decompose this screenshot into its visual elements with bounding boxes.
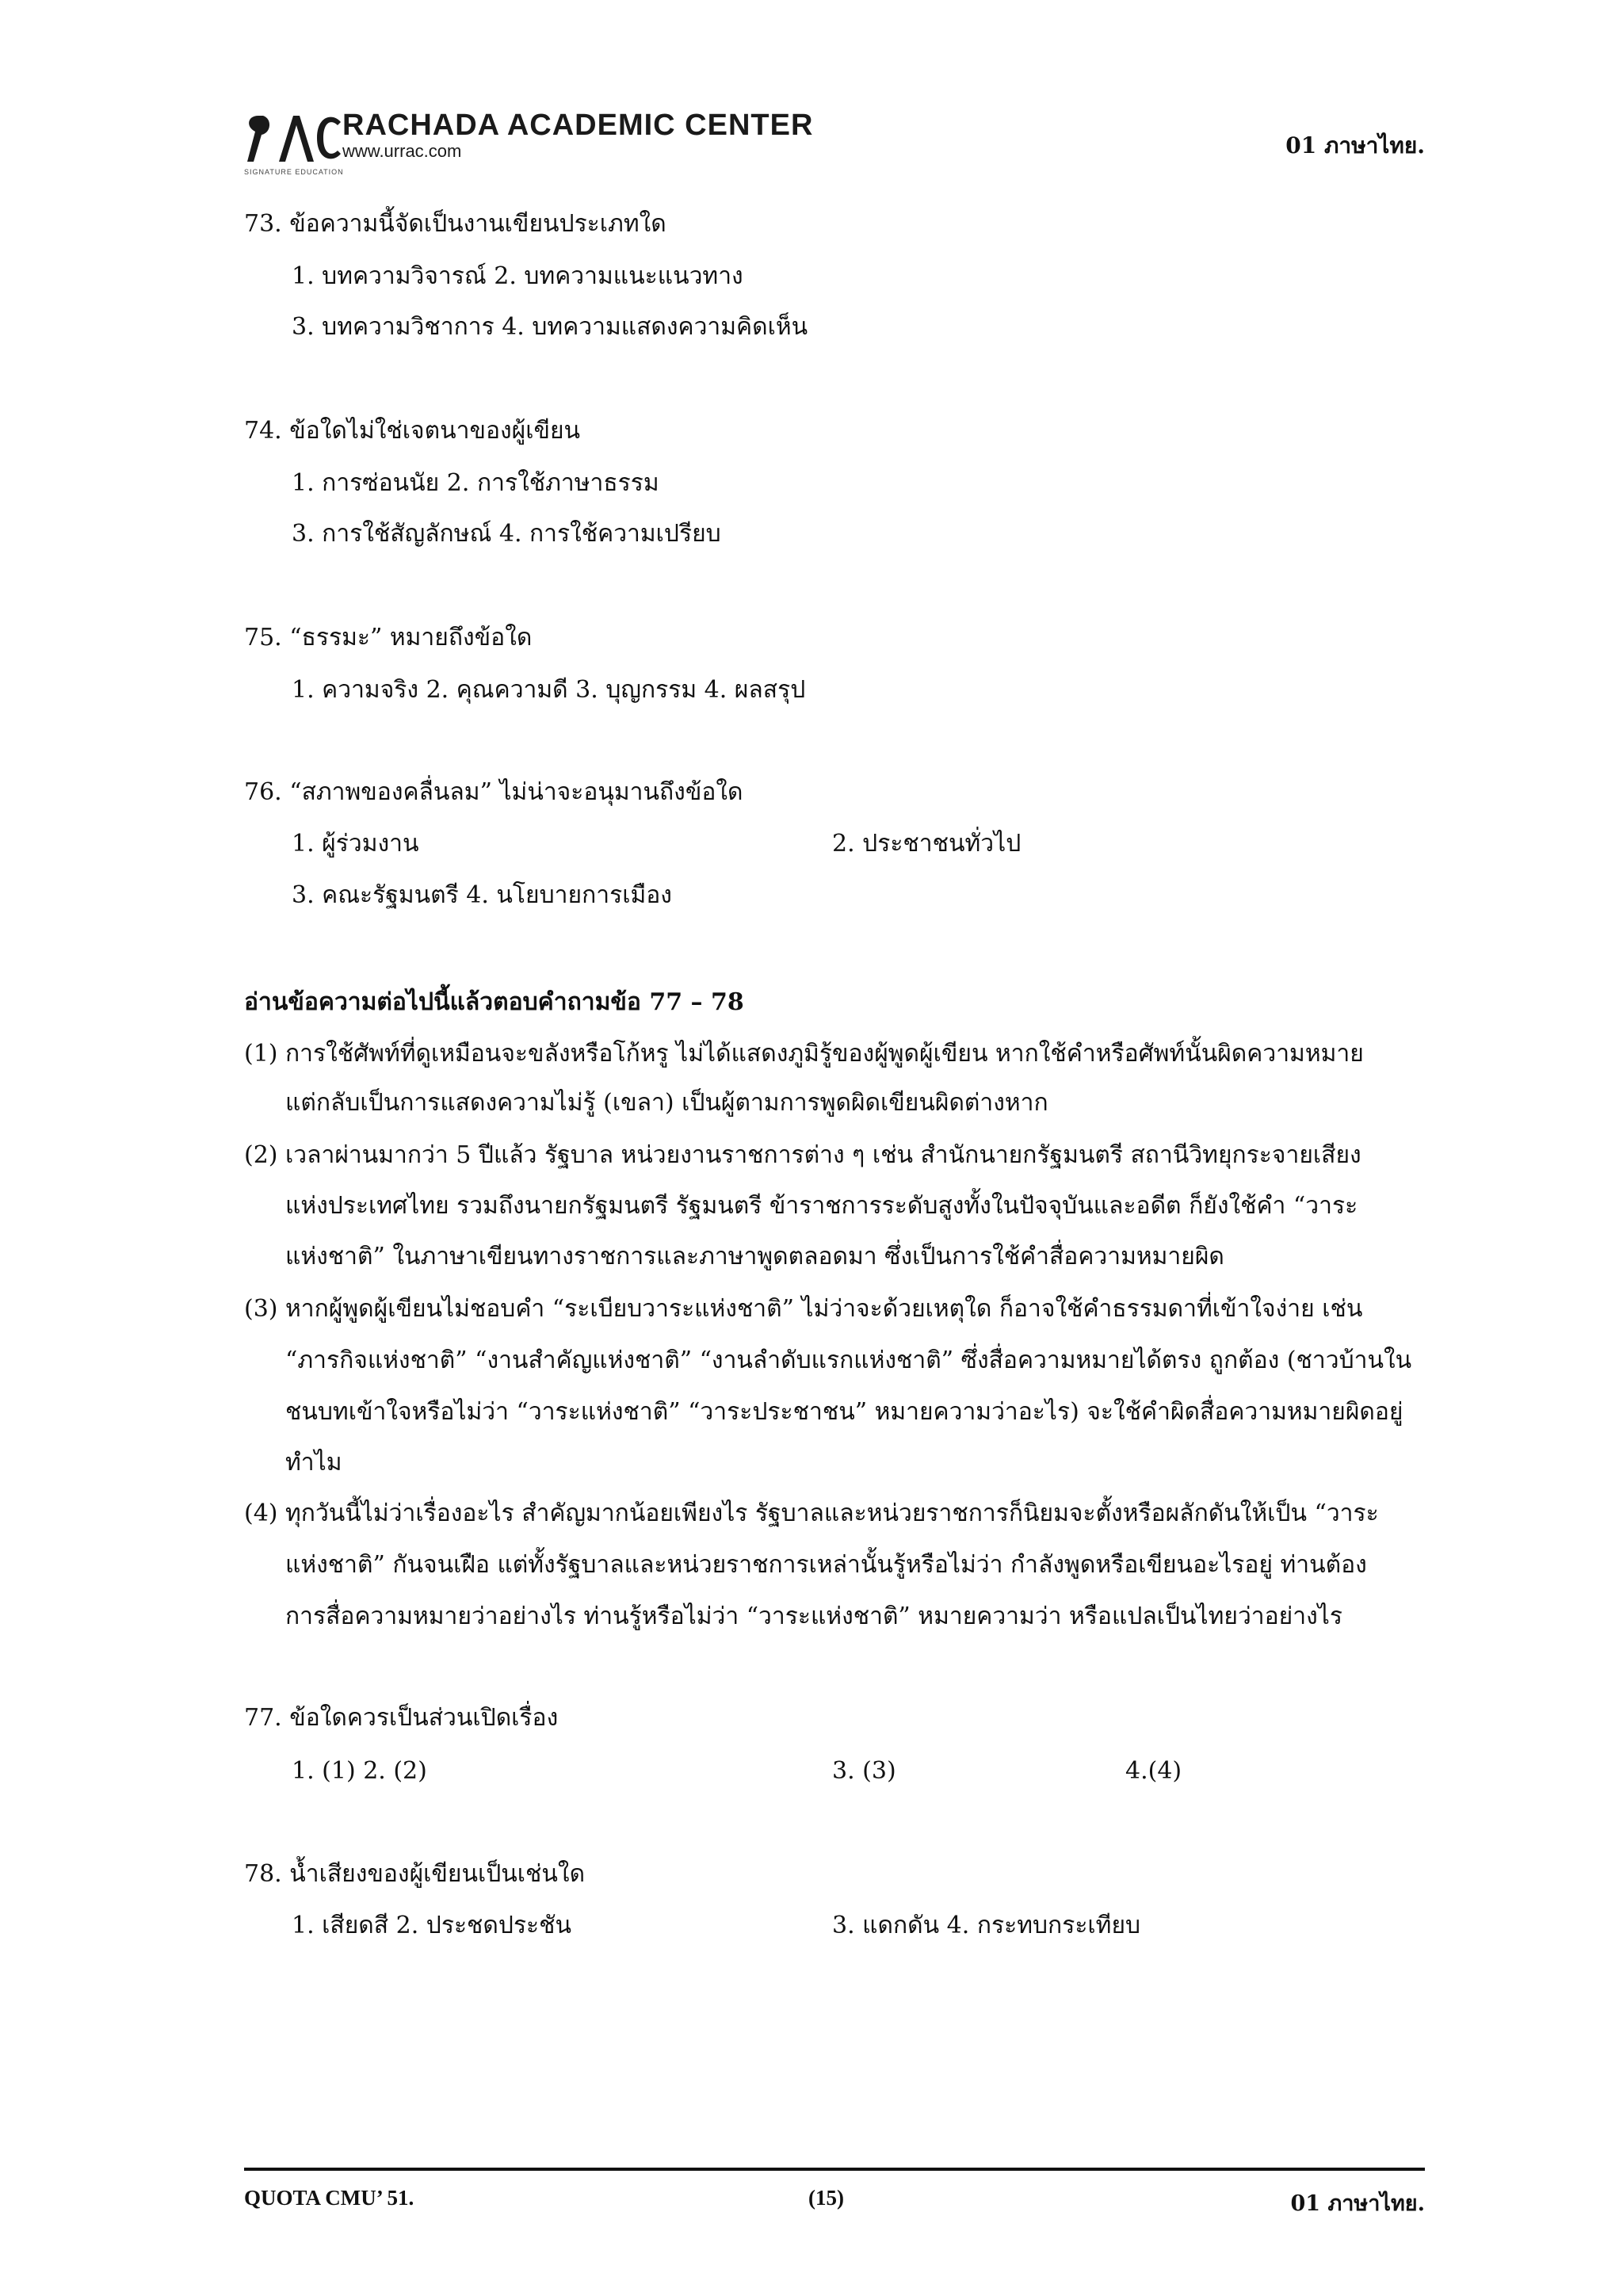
question-73-options-line1: 1. บทความวิจารณ์ 2. บทความแนะแนวทาง — [292, 262, 743, 290]
question-73-stem: 73. ข้อความนี้จัดเป็นงานเขียนประเภทใด — [244, 210, 666, 238]
question-77-options-1-2: 1. (1) 2. (2) — [292, 1757, 427, 1785]
passage-instruction: อ่านข้อความต่อไปนี้แล้วตอบคำถามข้อ 77 – 78 — [244, 988, 744, 1016]
paragraph-line: หากผู้พูดผู้เขียนไม่ชอบคำ “ระเบียบวาระแห่งชาติ” ไม่ว่าจะด้วยเหตุใด ก็อาจใช้คำธรรมดาที่เข้าใจง่าย เช่น — [285, 1295, 1363, 1323]
paragraph-number: (2) — [244, 1141, 278, 1169]
footer-page-number: (15) — [808, 2186, 844, 2210]
question-74-options-line1: 1. การซ่อนนัย 2. การใช้ภาษาธรรม — [292, 469, 659, 497]
question-76-stem: 76. “สภาพของคลื่นลม” ไม่น่าจะอนุมานถึงข้อใด — [244, 778, 743, 806]
question-75-options-line1: 1. ความจริง 2. คุณความดี 3. บุญกรรม 4. ผลสรุป — [292, 676, 806, 704]
paragraph-line: แห่งชาติ” กันจนเฝือ แต่ทั้งรัฐบาลและหน่วยราชการเหล่านั้นรู้หรือไม่ว่า กำลังพูดหรือเขียนอะไรอยู่ ท่านต้อง — [285, 1551, 1367, 1579]
question-76-option-1: 1. ผู้ร่วมงาน — [292, 830, 419, 858]
paragraph-line: ทุกวันนี้ไม่ว่าเรื่องอะไร สำคัญมากน้อยเพียงไร รัฐบาลและหน่วยราชการก็นิยมจะตั้งหรือผลักดันให้เป็น “วาระ — [285, 1499, 1379, 1527]
footer-exam-name: QUOTA CMU’ 51. — [244, 2186, 414, 2210]
question-77-stem: 77. ข้อใดควรเป็นส่วนเปิดเรื่อง — [244, 1704, 559, 1732]
question-76-options-line2: 3. คณะรัฐมนตรี 4. นโยบายการเมือง — [292, 881, 672, 909]
paragraph-line: แห่งประเทศไทย รวมถึงนายกรัฐมนตรี รัฐมนตรี ข้าราชการระดับสูงทั้งในปัจจุบันและอดีต ก็ยังใช้คำ “วาระ — [285, 1192, 1358, 1220]
question-73-options-line2: 3. บทความวิชาการ 4. บทความแสดงความคิดเห็น — [292, 313, 808, 341]
paragraph-line: ทำไม — [285, 1449, 342, 1477]
question-75-stem: 75. “ธรรมะ” หมายถึงข้อใด — [244, 624, 533, 651]
logo-url[interactable]: www.urrac.com — [342, 141, 462, 161]
paragraph-line: “ภารกิจแห่งชาติ” “งานสำคัญแห่งชาติ” “งานลำดับแรกแห่งชาติ” ซึ่งสื่อความหมายได้ตรง ถูกต้อง (ชาวบ้านใน — [285, 1347, 1412, 1374]
question-76-option-2: 2. ประชาชนทั่วไป — [832, 830, 1022, 858]
question-78-stem: 78. น้ำเสียงของผู้เขียนเป็นเช่นใด — [244, 1860, 586, 1888]
logo-tagline: SIGNATURE EDUCATION — [244, 168, 344, 176]
footer-divider — [244, 2168, 1425, 2171]
footer-subject: 01 ภาษาไทย. — [1290, 2191, 1425, 2216]
question-74-stem: 74. ข้อใดไม่ใช่เจตนาของผู้เขียน — [244, 417, 581, 445]
question-78-options-3-4: 3. แดกดัน 4. กระทบกระเทียบ — [832, 1912, 1141, 1939]
question-77-option-4: 4.(4) — [1125, 1757, 1182, 1785]
paragraph-line: เวลาผ่านมากว่า 5 ปีแล้ว รัฐบาล หน่วยงานราชการต่าง ๆ เช่น สำนักนายกรัฐมนตรี สถานีวิทยุกระจายเสียง — [285, 1141, 1361, 1169]
paragraph-number: (3) — [244, 1295, 278, 1323]
paragraph-number: (4) — [244, 1499, 278, 1527]
header-subject: 01 ภาษาไทย. — [1285, 132, 1425, 159]
paragraph-line: การใช้ศัพท์ที่ดูเหมือนจะขลังหรือโก้หรู ไม่ได้แสดงภูมิรู้ของผู้พูดผู้เขียน หากใช้คำหรือศัพท์นั้นผิดความหมาย — [285, 1040, 1364, 1068]
logo-title: RACHADA ACADEMIC CENTER — [342, 109, 814, 142]
question-77-option-3: 3. (3) — [832, 1757, 896, 1785]
question-78-options-1-2: 1. เสียดสี 2. ประชดประชัน — [292, 1912, 572, 1939]
paragraph-line: การสื่อความหมายว่าอย่างไร ท่านรู้หรือไม่ว่า “วาระแห่งชาติ” หมายความว่า หรือแปลเป็นไทยว่าอย่างไร — [285, 1603, 1342, 1630]
question-74-options-line2: 3. การใช้สัญลักษณ์ 4. การใช้ความเปรียบ — [292, 520, 721, 548]
logo-icon — [244, 111, 344, 166]
paragraph-line: ชนบทเข้าใจหรือไม่ว่า “วาระแห่งชาติ” “วาระประชาชน” หมายความว่าอะไร) จะใช้คำผิดสื่อความหมายผิดอยู่ — [285, 1398, 1403, 1426]
paragraph-number: (1) — [244, 1040, 278, 1068]
paragraph-line: แต่กลับเป็นการแสดงความไม่รู้ (เขลา) เป็นผู้ตามการพูดผิดเขียนผิดต่างหาก — [285, 1089, 1048, 1117]
paragraph-line: แห่งชาติ” ในภาษาเขียนทางราชการและภาษาพูดตลอดมา ซึ่งเป็นการใช้คำสื่อความหมายผิด — [285, 1243, 1224, 1270]
